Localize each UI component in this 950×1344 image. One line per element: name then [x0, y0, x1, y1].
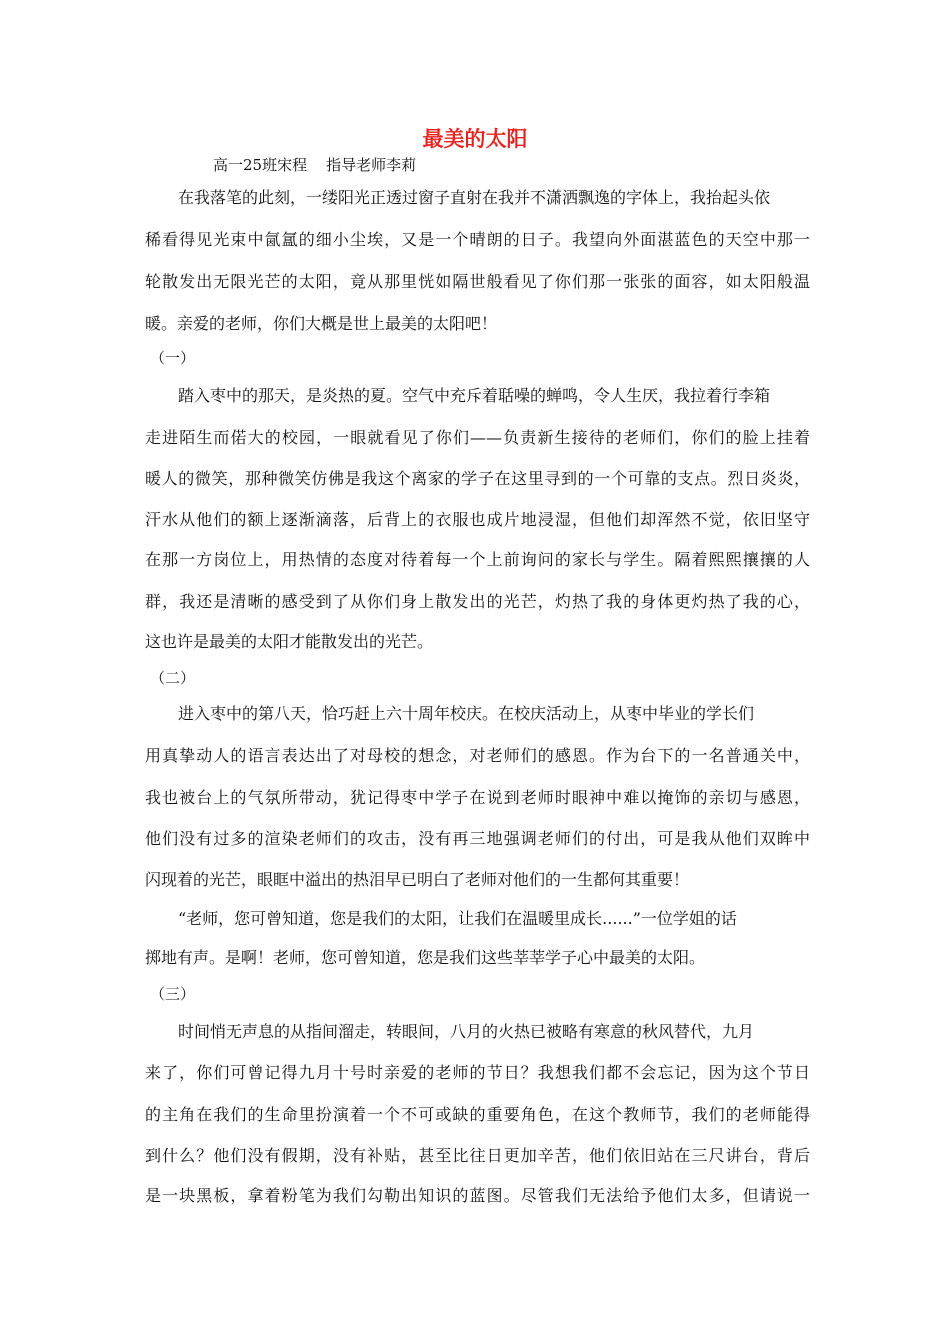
paragraph-line: 是一块黑板，拿着粉笔为我们勾勒出知识的蓝图。尽管我们无法给予他们太多，但请说一: [145, 1186, 810, 1205]
paragraph-line: 到什么？他们没有假期，没有补贴，甚至比往日更加辛苦，他们依旧站在三尺讲台，背后: [145, 1146, 810, 1165]
quote-line: 掷地有声。是啊！老师，您可曾知道，您是我们这些莘莘学子心中最美的太阳。: [145, 948, 706, 967]
paragraph-line: 用真挚动人的语言表达出了对母校的想念，对老师们的感恩。作为台下的一名普通关中，: [145, 746, 810, 765]
intro-line: 稀看得见光束中氤氲的细小尘埃，又是一个晴朗的日子。我望向外面湛蓝色的天空中那一: [145, 230, 810, 249]
quote-line: “老师，您可曾知道，您是我们的太阳，让我们在温暖里成长......”一位学姐的话: [178, 909, 737, 928]
essay-title: 最美的太阳: [422, 127, 528, 151]
paragraph-line: 的主角在我们的生命里扮演着一个不可或缺的重要角色，在这个教师节，我们的老师能得: [145, 1105, 810, 1124]
section-heading: （二）: [150, 669, 196, 687]
paragraph-line: 他们没有过多的渲染老师们的攻击，没有再三地强调老师们的付出，可是我从他们双眸中: [145, 829, 810, 848]
intro-line: 轮散发出无限光芒的太阳，竟从那里恍如隔世般看见了你们那一张张的面容，如太阳般温: [145, 272, 810, 291]
paragraph-line: 这也许是最美的太阳才能散发出的光芒。: [145, 632, 434, 651]
section-heading: （三）: [150, 985, 196, 1003]
paragraph-line: 群，我还是清晰的感受到了从你们身上散发出的光芒，灼热了我的身体更灼热了我的心，: [145, 592, 810, 611]
paragraph-line: 暖人的微笑，那种微笑仿佛是我这个离家的学子在这里寻到的一个可靠的支点。烈日炎炎，: [145, 469, 810, 488]
intro-line: 在我落笔的此刻，一缕阳光正透过窗子直射在我并不潇洒飘逸的字体上，我抬起头依: [178, 188, 771, 207]
paragraph-line: 在那一方岗位上，用热情的态度对待着每一个上前询问的家长与学生。隔着熙熙攘攘的人: [145, 550, 810, 569]
paragraph-line: 我也被台上的气氛所带动，犹记得枣中学子在说到老师时眼神中难以掩饰的亲切与感恩，: [145, 788, 810, 807]
intro-line: 暖。亲爱的老师，你们大概是世上最美的太阳吧！: [145, 314, 498, 333]
paragraph-line: 走进陌生而偌大的校园，一眼就看见了你们——负责新生接待的老师们，你们的脸上挂着: [145, 428, 810, 447]
paragraph-line: 踏入枣中的那天，是炎热的夏。空气中充斥着聒噪的蝉鸣，令人生厌，我拉着行李箱: [178, 386, 771, 405]
paragraph-line: 闪现着的光芒，眼眶中溢出的热泪早已明白了老师对他们的一生都何其重要！: [145, 870, 690, 889]
paragraph-line: 进入枣中的第八天，恰巧赶上六十周年校庆。在校庆活动上，从枣中毕业的学长们: [178, 704, 755, 723]
section-heading: （一）: [150, 349, 196, 367]
paragraph-line: 汗水从他们的额上逐渐滴落，后背上的衣服也成片地浸湿，但他们却浑然不觉，依旧坚守: [145, 510, 810, 529]
paragraph-line: 来了，你们可曾记得九月十号时亲爱的老师的节日？我想我们都不会忘记，因为这个节日: [145, 1063, 810, 1082]
author-byline: 高一25班宋程 指导老师李莉: [213, 156, 417, 174]
paragraph-line: 时间悄无声息的从指间溜走，转眼间，八月的火热已被略有寒意的秋风替代，九月: [178, 1022, 755, 1041]
